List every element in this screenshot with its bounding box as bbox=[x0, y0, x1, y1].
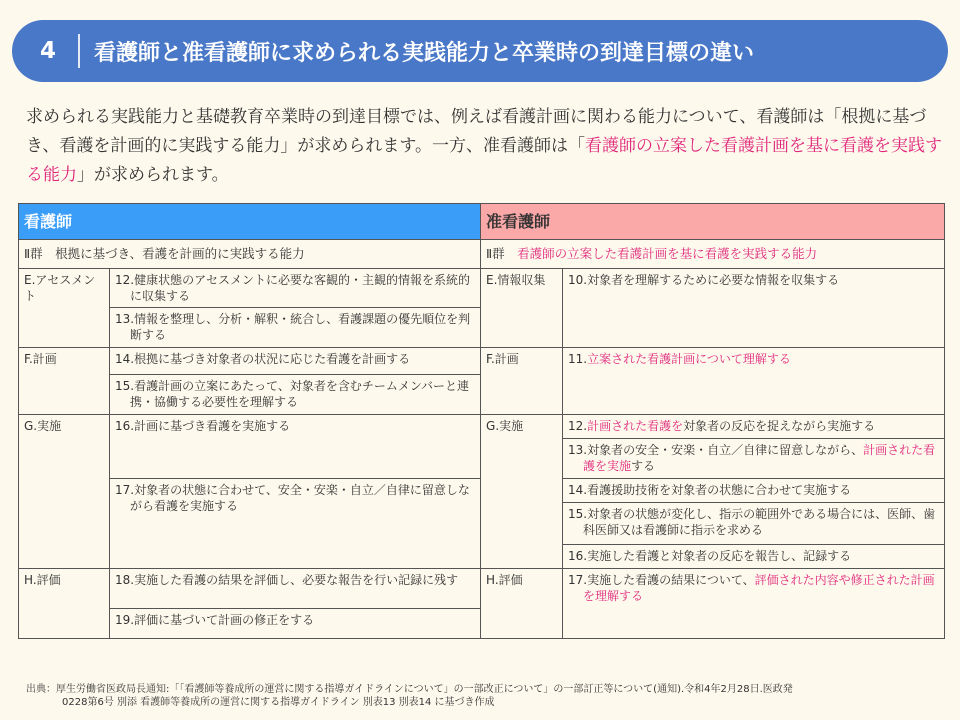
assoc-item-11-prefix: 11. bbox=[568, 352, 588, 366]
assoc-group-prefix: Ⅱ群 bbox=[486, 246, 518, 261]
assoc-item-17 bbox=[563, 569, 945, 639]
footnote-line-2: 0228第6号 別添 看護師等養成所の運営に関する指導ガイドライン 別表13 別表14 に基づき作成 bbox=[62, 697, 495, 708]
nurse-header: 看護師 bbox=[19, 204, 481, 240]
assoc-item-12-prefix: 12. bbox=[568, 419, 588, 433]
nurse-category-h: H.評価 bbox=[19, 569, 110, 639]
assoc-item-16: 16.実施した看護と対象者の反応を報告し、記録する bbox=[563, 545, 945, 569]
comparison-table bbox=[18, 203, 945, 639]
section-banner bbox=[12, 20, 948, 82]
assoc-nurse-header: 准看護師 bbox=[481, 204, 945, 240]
intro-highlight: 看護師の立案した看護計画を基に看護を実践する能力 bbox=[26, 136, 942, 185]
assoc-item-10: 10.対象者を理解するために必要な情報を収集する bbox=[563, 269, 945, 348]
intro-paragraph bbox=[26, 103, 944, 190]
assoc-item-12 bbox=[563, 415, 945, 439]
assoc-item-12-rest: 対象者の反応を捉えながら実施する bbox=[683, 419, 876, 433]
nurse-category-g: G.実施 bbox=[19, 415, 110, 569]
nurse-category-e: E.アセスメント bbox=[19, 269, 110, 348]
section-number: 4 bbox=[18, 34, 80, 68]
assoc-category-h: H.評価 bbox=[481, 569, 563, 639]
assoc-item-11 bbox=[563, 348, 945, 415]
assoc-item-13-prefix: 13.対象者の安全・安楽・自立／自律に留意しながら、 bbox=[568, 443, 864, 457]
nurse-item-14: 14.根拠に基づき対象者の状況に応じた看護を計画する bbox=[110, 348, 481, 375]
nurse-item-18: 18.実施した看護の結果を評価し、必要な報告を行い記録に残す bbox=[110, 569, 481, 609]
assoc-item-17-prefix: 17.実施した看護の結果について、 bbox=[568, 573, 755, 587]
assoc-item-13-highlight: 計画された看護を実施 bbox=[583, 443, 936, 473]
nurse-item-19: 19.評価に基づいて計画の修正をする bbox=[110, 609, 481, 639]
nurse-item-16: 16.計画に基づき看護を実施する bbox=[110, 415, 481, 479]
nurse-category-f: F.計画 bbox=[19, 348, 110, 415]
intro-text-b: 」が求められます。 bbox=[77, 165, 229, 185]
nurse-item-15: 15.看護計画の立案にあたって、対象者を含むチームメンバーと連携・協働する必要性を理解する bbox=[110, 375, 481, 415]
assoc-category-f: F.計画 bbox=[481, 348, 563, 415]
assoc-item-13-rest: する bbox=[631, 459, 656, 473]
assoc-item-11-highlight: 立案された看護計画について理解する bbox=[587, 352, 791, 366]
assoc-group-highlight: 看護師の立案した看護計画を基に看護を実践する能力 bbox=[517, 246, 818, 261]
assoc-item-17-highlight: 評価された内容や修正された計画を理解する bbox=[583, 573, 935, 603]
assoc-item-15: 15.対象者の状態が変化し、指示の範囲外である場合には、医師、歯科医師又は看護師に指示を求める bbox=[563, 503, 945, 545]
nurse-item-12: 12.健康状態のアセスメントに必要な客観的・主観的情報を系統的に収集する bbox=[110, 269, 481, 308]
assoc-category-e: E.情報収集 bbox=[481, 269, 563, 348]
assoc-group-label bbox=[481, 240, 945, 269]
intro-text-a: 求められる実践能力と基礎教育卒業時の到達目標では、例えば看護計画に関わる能力について、看護師は「根拠に基づき、看護を計画的に実践する能力」が求められます。一方、准看護師は「 bbox=[26, 107, 927, 156]
assoc-item-14: 14.看護援助技術を対象者の状態に合わせて実施する bbox=[563, 479, 945, 503]
footnote-line-1: 出典：厚生労働省医政局長通知:「「看護師等養成所の運営に関する指導ガイドラインについて」の一部改正について」の一部訂正等について(通知).令和4年2月28日.医政発 bbox=[26, 684, 793, 695]
assoc-item-13 bbox=[563, 439, 945, 479]
source-footnote bbox=[26, 683, 946, 709]
assoc-item-12-highlight: 計画された看護を bbox=[587, 419, 684, 433]
assoc-category-g: G.実施 bbox=[481, 415, 563, 569]
nurse-item-13: 13.情報を整理し、分析・解釈・統合し、看護課題の優先順位を判断する bbox=[110, 308, 481, 348]
nurse-item-17: 17.対象者の状態に合わせて、安全・安楽・自立／自律に留意しながら看護を実施する bbox=[110, 479, 481, 569]
nurse-group-label: Ⅱ群 根拠に基づき、看護を計画的に実践する能力 bbox=[19, 240, 481, 269]
section-title: 看護師と准看護師に求められる実践能力と卒業時の到達目標の違い bbox=[94, 40, 755, 66]
